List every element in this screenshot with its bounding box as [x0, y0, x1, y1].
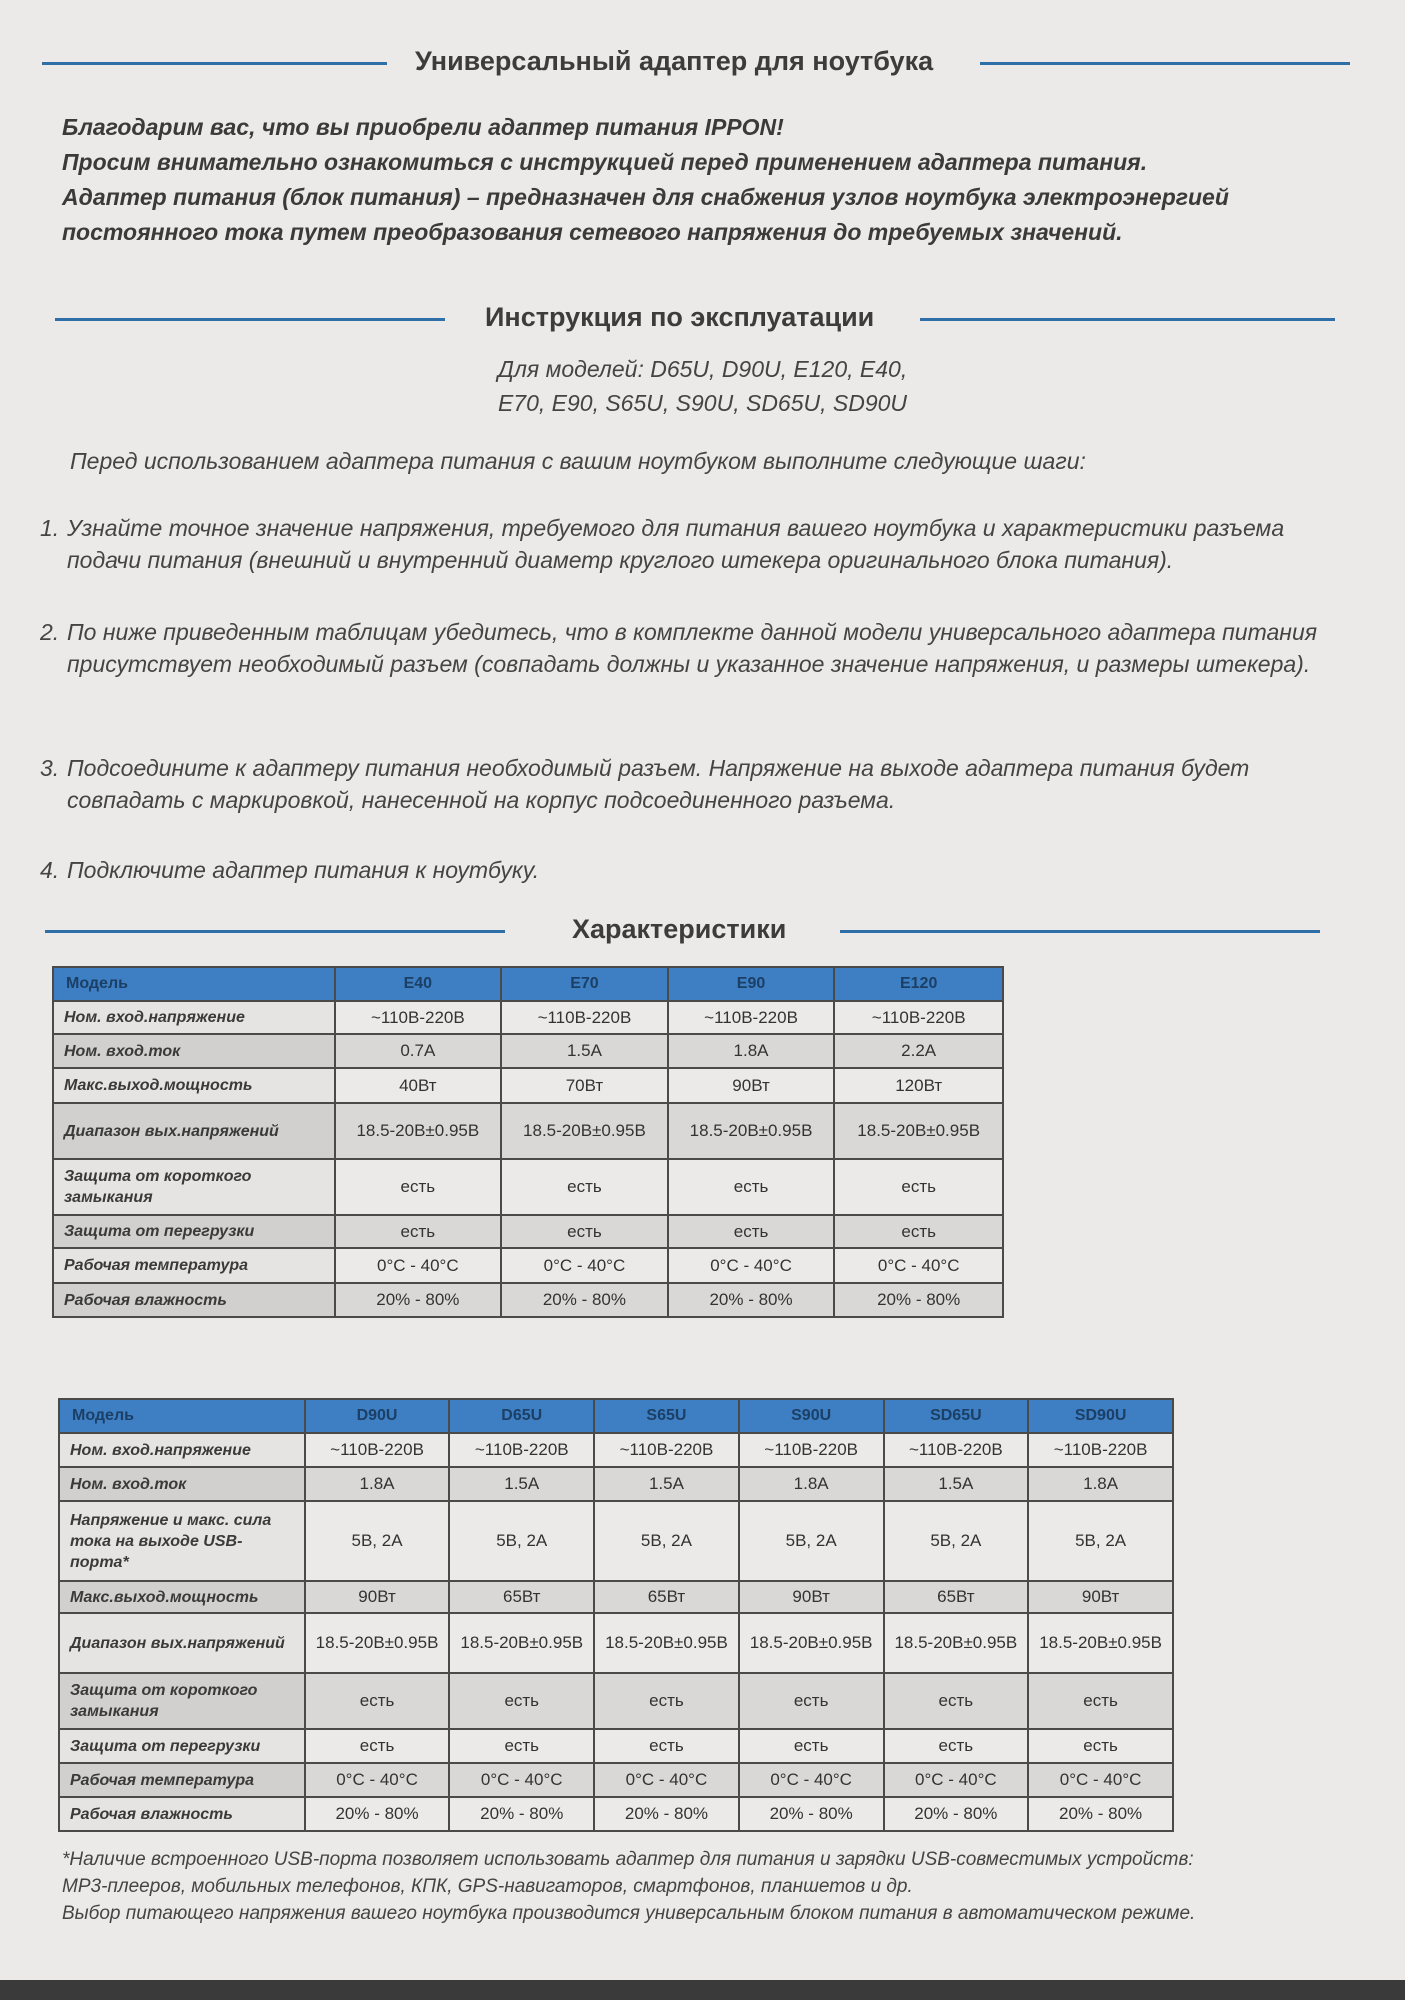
column-header: SD65U	[884, 1399, 1029, 1433]
models-list	[0, 352, 1405, 420]
step-number: 2.	[40, 619, 60, 645]
table-cell: есть	[305, 1729, 450, 1763]
table-cell: 0°С - 40°С	[834, 1248, 1003, 1283]
column-header: S65U	[594, 1399, 739, 1433]
column-header: D90U	[305, 1399, 450, 1433]
table-cell: 20% - 80%	[739, 1797, 884, 1831]
table-cell: ~110В-220В	[501, 1001, 668, 1034]
step-number: 1.	[40, 515, 60, 541]
table-cell: 120Вт	[834, 1068, 1003, 1103]
row-label: Макс.выход.мощность	[53, 1068, 335, 1103]
table-cell: ~110В-220В	[594, 1433, 739, 1467]
step-text: Узнайте точное значение напряжения, требуемого для питания вашего ноутбука и характеристики разъема подачи питания (внешний и внутренний диаметр круглого штекера оригинального блока питания).	[67, 515, 1285, 573]
table-cell: 0°С - 40°С	[739, 1763, 884, 1797]
table-cell: есть	[335, 1159, 502, 1215]
row-label: Ном. вход.напряжение	[53, 1001, 335, 1034]
row-label: Рабочая влажность	[53, 1283, 335, 1317]
row-label: Макс.выход.мощность	[59, 1581, 305, 1613]
table-cell: есть	[501, 1215, 668, 1248]
table-row	[59, 1797, 1173, 1831]
instructions-header	[0, 298, 1405, 338]
table-cell: 40Вт	[335, 1068, 502, 1103]
table-cell: есть	[335, 1215, 502, 1248]
models-line: E70, E90, S65U, S90U, SD65U, SD90U	[497, 390, 908, 416]
table-cell: 1.8А	[1028, 1467, 1173, 1501]
table-header-row	[59, 1399, 1173, 1433]
step-text: По ниже приведенным таблицам убедитесь, что в комплекте данной модели универсального адаптера питания присутствует необходимый разъем (совпадать должны и указанное значение напряжения, и размеры штекера).	[67, 619, 1318, 677]
column-header: E40	[335, 967, 502, 1001]
table-cell: есть	[594, 1673, 739, 1729]
specs-rule-left	[45, 930, 505, 933]
table-cell: ~110В-220В	[449, 1433, 594, 1467]
row-label: Ном. вход.ток	[59, 1467, 305, 1501]
row-label: Рабочая влажность	[59, 1797, 305, 1831]
table-cell: ~110В-220В	[668, 1001, 835, 1034]
table-row	[59, 1763, 1173, 1797]
table-cell: есть	[449, 1729, 594, 1763]
table-cell: 20% - 80%	[594, 1797, 739, 1831]
instructions-rule-right	[920, 318, 1335, 321]
column-header: S90U	[739, 1399, 884, 1433]
table-header-row	[53, 967, 1003, 1001]
table-cell: 20% - 80%	[305, 1797, 450, 1831]
footnote-line: Выбор питающего напряжения вашего ноутбука производится универсальным блоком питания в автоматическом режиме.	[62, 1903, 1196, 1924]
footnote-line: *Наличие встроенного USB-порта позволяет использовать адаптер для питания и зарядки USB-совместимых устройств:	[62, 1849, 1194, 1870]
row-label: Рабочая температура	[53, 1248, 335, 1283]
column-header: D65U	[449, 1399, 594, 1433]
row-label: Защита от короткого замыкания	[53, 1159, 335, 1215]
table-cell: ~110В-220В	[739, 1433, 884, 1467]
table-cell: есть	[884, 1729, 1029, 1763]
table-row	[53, 1103, 1003, 1159]
column-header: E90	[668, 967, 835, 1001]
table-cell: есть	[449, 1673, 594, 1729]
step-text: Подключите адаптер питания к ноутбуку.	[67, 857, 540, 883]
table-row	[59, 1467, 1173, 1501]
column-header: E70	[501, 967, 668, 1001]
table-row	[53, 1283, 1003, 1317]
table-cell: 20% - 80%	[884, 1797, 1029, 1831]
table-cell: 90Вт	[739, 1581, 884, 1613]
table-cell: есть	[305, 1673, 450, 1729]
table-cell: есть	[739, 1673, 884, 1729]
table-cell: 5В, 2А	[305, 1501, 450, 1581]
table-cell: 2.2А	[834, 1034, 1003, 1068]
table-cell: есть	[594, 1729, 739, 1763]
table-cell: 5В, 2А	[884, 1501, 1029, 1581]
table-cell: 5В, 2А	[739, 1501, 884, 1581]
table-cell: 5В, 2А	[594, 1501, 739, 1581]
table-cell: 0°С - 40°С	[594, 1763, 739, 1797]
models-line: Для моделей: D65U, D90U, E120, E40,	[497, 356, 908, 382]
table-cell: 18.5-20В±0.95В	[594, 1613, 739, 1673]
table-cell: 1.8А	[739, 1467, 884, 1501]
table-cell: 0.7А	[335, 1034, 502, 1068]
column-header: SD90U	[1028, 1399, 1173, 1433]
table-cell: есть	[834, 1215, 1003, 1248]
step-text: Подсоедините к адаптеру питания необходимый разъем. Напряжение на выходе адаптера питания будет совпадать с маркировкой, нанесенной на корпус подсоединенного разъема.	[67, 755, 1250, 813]
table-cell: 20% - 80%	[335, 1283, 502, 1317]
table-cell: 65Вт	[884, 1581, 1029, 1613]
table-cell: 18.5-20В±0.95В	[501, 1103, 668, 1159]
table-cell: 20% - 80%	[1028, 1797, 1173, 1831]
table-cell: есть	[834, 1159, 1003, 1215]
table-cell: есть	[739, 1729, 884, 1763]
table-cell: 0°С - 40°С	[501, 1248, 668, 1283]
table-cell: 1.5А	[594, 1467, 739, 1501]
row-label: Напряжение и макс. сила тока на выходе USB-порта*	[59, 1501, 305, 1581]
table-cell: 18.5-20В±0.95В	[884, 1613, 1029, 1673]
table-row	[59, 1501, 1173, 1581]
table-cell: есть	[1028, 1729, 1173, 1763]
table-cell: 0°С - 40°С	[449, 1763, 594, 1797]
table-row	[53, 1248, 1003, 1283]
table-cell: 20% - 80%	[834, 1283, 1003, 1317]
table-cell: ~110В-220В	[884, 1433, 1029, 1467]
column-header: E120	[834, 967, 1003, 1001]
row-label: Диапазон вых.напряжений	[59, 1613, 305, 1673]
footnote	[62, 1846, 1352, 1927]
table-cell: 18.5-20В±0.95В	[449, 1613, 594, 1673]
spec-table-e-series	[52, 966, 1004, 1318]
table-row	[59, 1581, 1173, 1613]
row-label: Защита от перегрузки	[59, 1729, 305, 1763]
table-cell: 0°С - 40°С	[305, 1763, 450, 1797]
table-row	[53, 1159, 1003, 1215]
specs-header	[0, 910, 1405, 950]
table-cell: 65Вт	[449, 1581, 594, 1613]
table-cell: 0°С - 40°С	[668, 1248, 835, 1283]
row-label: Диапазон вых.напряжений	[53, 1103, 335, 1159]
table-cell: 0°С - 40°С	[335, 1248, 502, 1283]
table-cell: 1.8А	[305, 1467, 450, 1501]
intro-line: постоянного тока путем преобразования сетевого напряжения до требуемых значений.	[62, 219, 1123, 245]
table-row	[59, 1613, 1173, 1673]
table-row	[53, 1001, 1003, 1034]
header-rule-right	[980, 62, 1350, 65]
intro-line: Просим внимательно ознакомиться с инструкцией перед применением адаптера питания.	[62, 149, 1148, 175]
column-header: Модель	[59, 1399, 305, 1433]
document-title: Универсальный адаптер для ноутбука	[415, 46, 934, 76]
table-cell: ~110В-220В	[1028, 1433, 1173, 1467]
footnote-line: МР3-плееров, мобильных телефонов, КПК, GPS-навигаторов, смартфонов, планшетов и др.	[62, 1876, 913, 1897]
intro-text	[62, 110, 1312, 250]
table-row	[53, 1215, 1003, 1248]
table-cell: 5В, 2А	[449, 1501, 594, 1581]
document-header	[0, 42, 1405, 82]
table-cell: 18.5-20В±0.95В	[834, 1103, 1003, 1159]
table-cell: 5В, 2А	[1028, 1501, 1173, 1581]
table-row	[59, 1729, 1173, 1763]
step-number: 4.	[40, 857, 60, 883]
step-number: 3.	[40, 755, 60, 781]
table-cell: 18.5-20В±0.95В	[1028, 1613, 1173, 1673]
table-cell: 1.5А	[501, 1034, 668, 1068]
table-cell: 1.5А	[884, 1467, 1029, 1501]
row-label: Защита от перегрузки	[53, 1215, 335, 1248]
instructions-rule-left	[55, 318, 445, 321]
row-label: Ном. вход.напряжение	[59, 1433, 305, 1467]
table-cell: есть	[668, 1159, 835, 1215]
table-cell: 90Вт	[1028, 1581, 1173, 1613]
table-cell: 20% - 80%	[668, 1283, 835, 1317]
table-cell: 90Вт	[668, 1068, 835, 1103]
intro-line: Адаптер питания (блок питания) – предназначен для снабжения узлов ноутбука электроэнергией	[62, 184, 1229, 210]
table-cell: 0°С - 40°С	[1028, 1763, 1173, 1797]
column-header: Модель	[53, 967, 335, 1001]
table-cell: ~110В-220В	[834, 1001, 1003, 1034]
row-label: Ном. вход.ток	[53, 1034, 335, 1068]
instructions-title: Инструкция по эксплуатации	[485, 302, 875, 332]
page-bottom-edge	[0, 1980, 1405, 2000]
table-cell: 1.8А	[668, 1034, 835, 1068]
table-cell: 20% - 80%	[501, 1283, 668, 1317]
table-cell: 18.5-20В±0.95В	[305, 1613, 450, 1673]
table-cell: 1.5А	[449, 1467, 594, 1501]
table-cell: есть	[884, 1673, 1029, 1729]
table-cell: есть	[501, 1159, 668, 1215]
row-label: Защита от короткого замыкания	[59, 1673, 305, 1729]
intro-line: Благодарим вас, что вы приобрели адаптер питания IPPON!	[62, 114, 784, 140]
table-cell: есть	[668, 1215, 835, 1248]
specs-title: Характеристики	[572, 914, 787, 944]
table-cell: 90Вт	[305, 1581, 450, 1613]
steps-lead: Перед использованием адаптера питания с вашим ноутбуком выполните следующие шаги:	[70, 448, 1086, 474]
table-row	[53, 1034, 1003, 1068]
table-cell: 0°С - 40°С	[884, 1763, 1029, 1797]
header-rule-left	[42, 62, 387, 65]
table-cell: 20% - 80%	[449, 1797, 594, 1831]
table-cell: есть	[1028, 1673, 1173, 1729]
table-cell: 65Вт	[594, 1581, 739, 1613]
table-cell: ~110В-220В	[305, 1433, 450, 1467]
table-cell: 70Вт	[501, 1068, 668, 1103]
spec-table-d-s-series	[58, 1398, 1174, 1832]
table-cell: 18.5-20В±0.95В	[335, 1103, 502, 1159]
table-cell: 18.5-20В±0.95В	[739, 1613, 884, 1673]
specs-rule-right	[840, 930, 1320, 933]
table-cell: ~110В-220В	[335, 1001, 502, 1034]
table-row	[59, 1433, 1173, 1467]
table-row	[53, 1068, 1003, 1103]
row-label: Рабочая температура	[59, 1763, 305, 1797]
table-row	[59, 1673, 1173, 1729]
table-cell: 18.5-20В±0.95В	[668, 1103, 835, 1159]
